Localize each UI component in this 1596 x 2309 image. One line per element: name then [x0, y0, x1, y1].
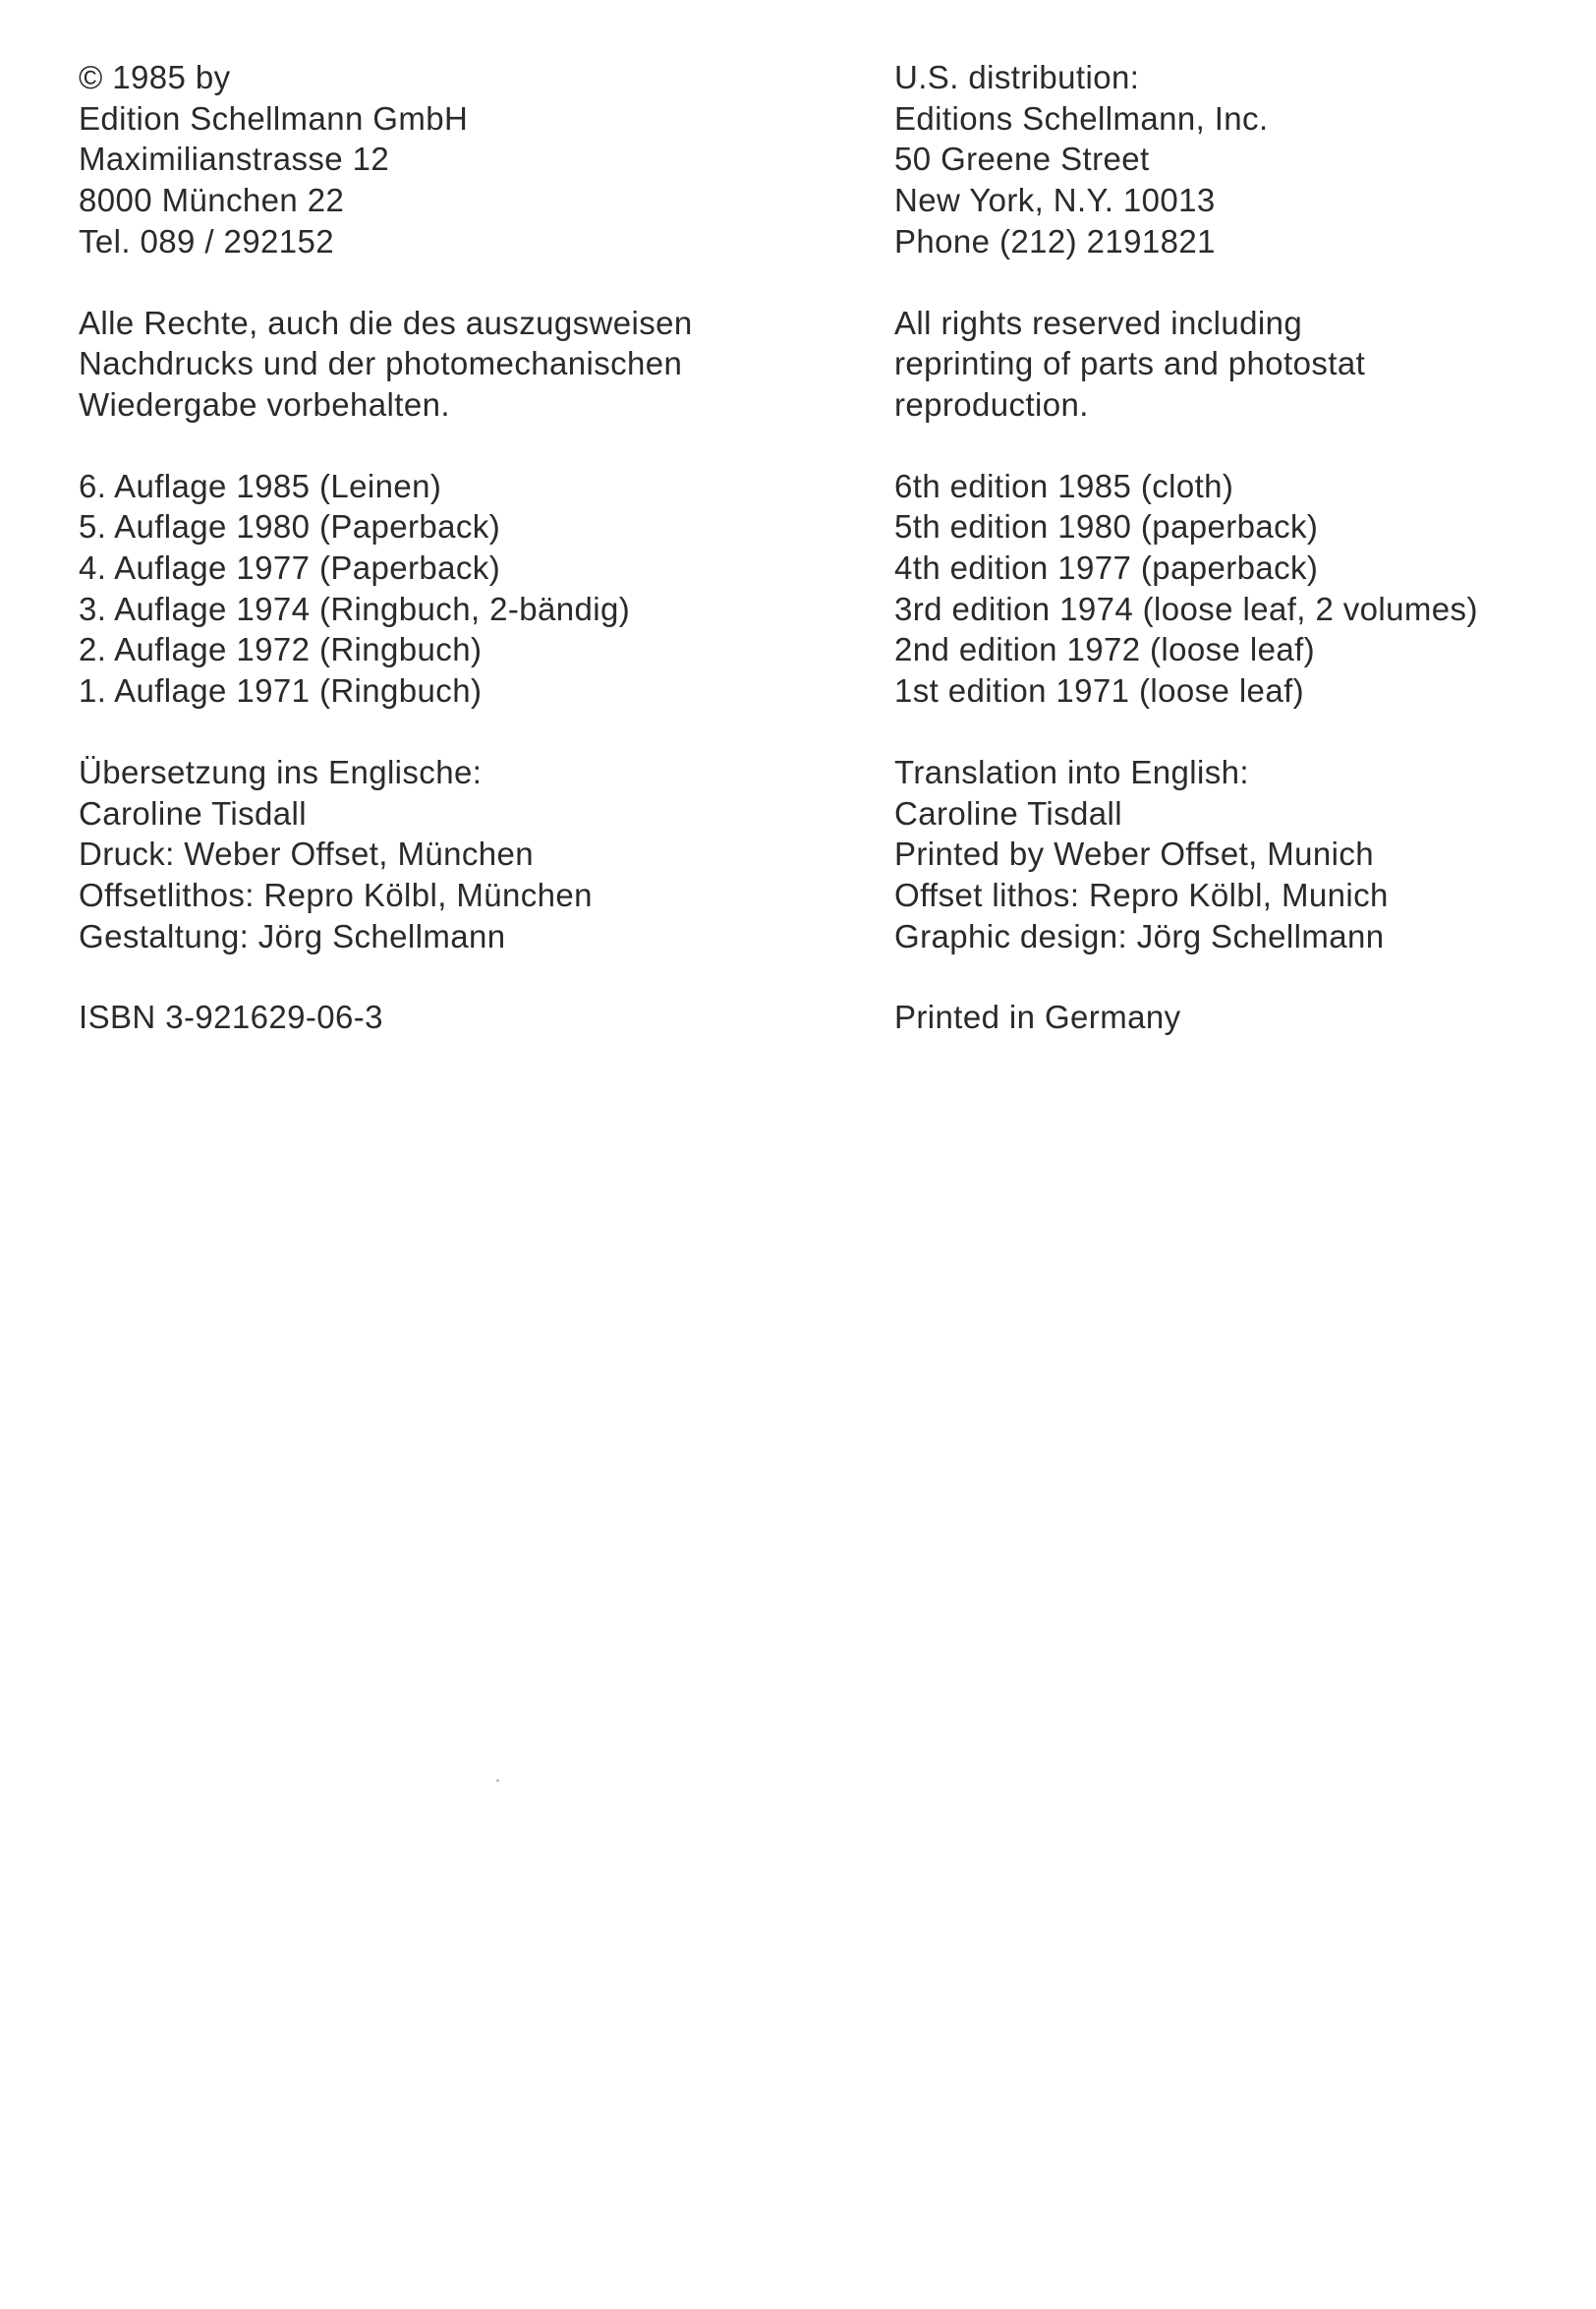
- edition-entry: 2nd edition 1972 (loose leaf): [894, 631, 1316, 668]
- rights-notice-line: reprinting of parts and photostat: [894, 345, 1366, 382]
- production-credits-block: [79, 752, 826, 957]
- credit-line: Graphic design: Jörg Schellmann: [894, 917, 1385, 954]
- edition-entry: 4th edition 1977 (paperback): [894, 549, 1319, 587]
- distribution-heading: U.S. distribution:: [894, 59, 1140, 95]
- edition-entry: 2. Auflage 1972 (Ringbuch): [79, 631, 483, 668]
- rights-notice-block: [79, 303, 826, 426]
- rights-notice-line: reproduction.: [894, 385, 1089, 423]
- isbn-line: ISBN 3-921629-06-3: [79, 999, 383, 1036]
- production-credits-block: [894, 752, 1596, 957]
- edition-entry: 3. Auflage 1974 (Ringbuch, 2-bändig): [79, 590, 631, 627]
- credit-line: Offsetlithos: Repro Kölbl, München: [79, 876, 593, 913]
- rights-notice-line: Alle Rechte, auch die des auszugsweisen: [79, 304, 693, 341]
- distribution-address-block: [894, 57, 1596, 262]
- publisher-address-block: [79, 57, 826, 262]
- german-imprint-column: [79, 57, 826, 1078]
- credit-line: Printed by Weber Offset, Munich: [894, 836, 1375, 873]
- edition-entry: 3rd edition 1974 (loose leaf, 2 volumes): [894, 590, 1478, 627]
- edition-history-block: [79, 466, 826, 712]
- rights-notice-line: All rights reserved including: [894, 304, 1303, 341]
- edition-entry: 1st edition 1971 (loose leaf): [894, 672, 1305, 710]
- paper-speck: [496, 1779, 499, 1782]
- credit-line: Caroline Tisdall: [79, 794, 308, 832]
- printed-in-line: Printed in Germany: [894, 999, 1181, 1036]
- distributor-city: New York, N.Y. 10013: [894, 182, 1216, 219]
- publisher-city: 8000 München 22: [79, 182, 345, 219]
- copyright-line: © 1985 by: [79, 59, 231, 95]
- edition-entry: 5th edition 1980 (paperback): [894, 508, 1319, 546]
- edition-entry: 5. Auflage 1980 (Paperback): [79, 508, 501, 546]
- rights-notice-line: Nachdrucks und der photomechanischen: [79, 345, 683, 382]
- credit-line: Offset lithos: Repro Kölbl, Munich: [894, 876, 1389, 913]
- rights-notice-line: Wiedergabe vorbehalten.: [79, 385, 450, 423]
- distributor-name: Editions Schellmann, Inc.: [894, 99, 1269, 137]
- edition-entry: 6th edition 1985 (cloth): [894, 467, 1234, 504]
- edition-entry: 1. Auflage 1971 (Ringbuch): [79, 672, 483, 710]
- credit-line: Druck: Weber Offset, München: [79, 836, 535, 873]
- edition-history-block: [894, 466, 1596, 712]
- publisher-phone: Tel. 089 / 292152: [79, 222, 335, 260]
- edition-entry: 4. Auflage 1977 (Paperback): [79, 549, 501, 587]
- edition-entry: 6. Auflage 1985 (Leinen): [79, 467, 442, 504]
- publisher-name: Edition Schellmann GmbH: [79, 99, 469, 137]
- distributor-street: 50 Greene Street: [894, 141, 1150, 178]
- english-imprint-column: [894, 57, 1596, 1078]
- printed-in-block: [894, 997, 1596, 1038]
- credit-line: Gestaltung: Jörg Schellmann: [79, 917, 506, 954]
- distributor-phone: Phone (212) 2191821: [894, 222, 1216, 260]
- credit-line: Übersetzung ins Englische:: [79, 753, 483, 790]
- rights-notice-block: [894, 303, 1596, 426]
- isbn-block: [79, 997, 826, 1038]
- credit-line: Translation into English:: [894, 753, 1249, 790]
- credit-line: Caroline Tisdall: [894, 794, 1123, 832]
- publisher-street: Maximilianstrasse 12: [79, 141, 390, 178]
